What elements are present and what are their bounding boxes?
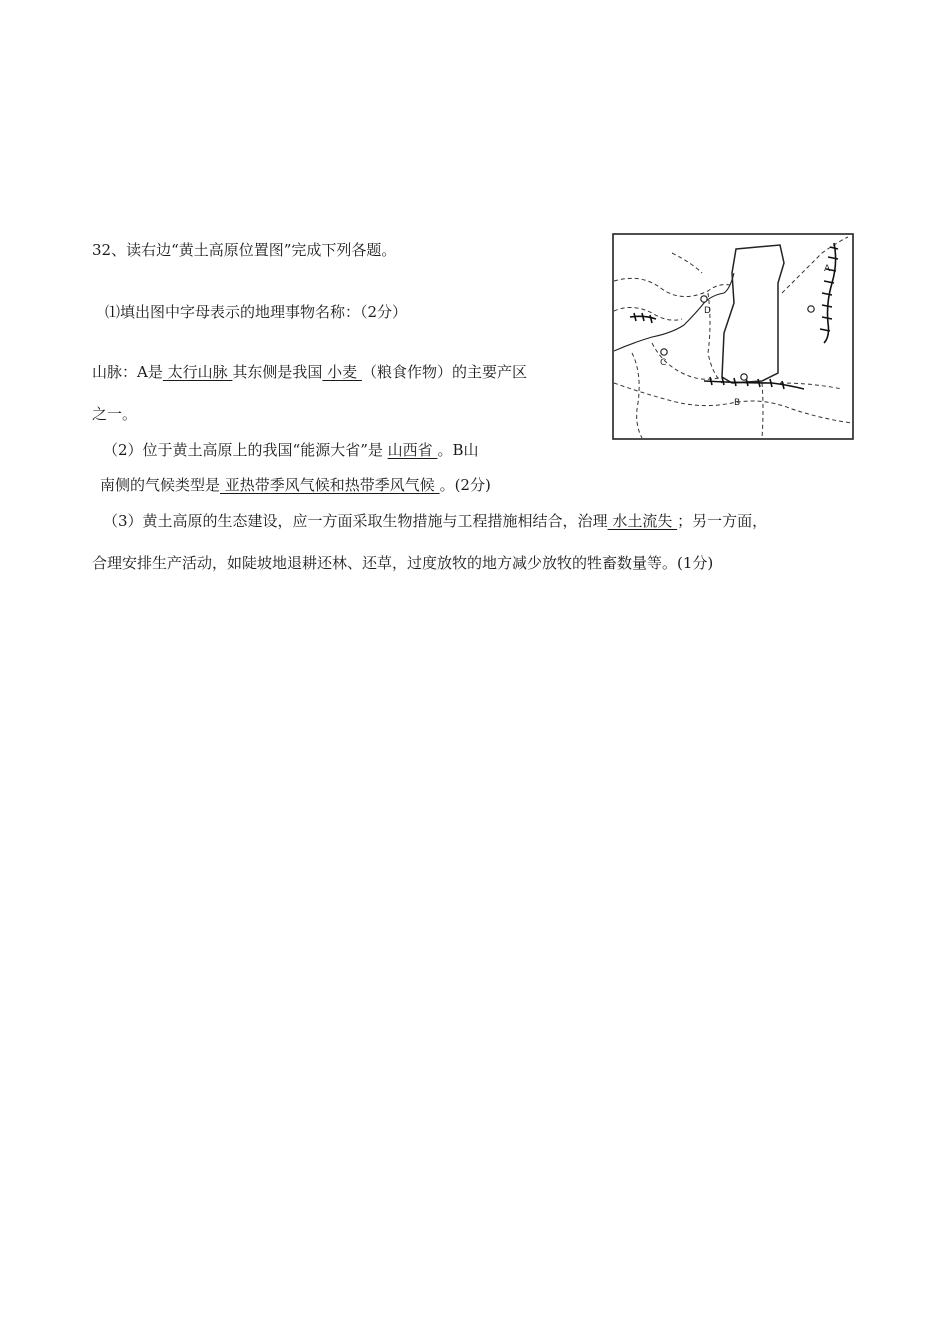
loess-plateau-map bbox=[612, 233, 854, 443]
part3-post: ；另一方面， bbox=[677, 512, 768, 530]
part1-line-a-post: （粮食作物）的主要产区 bbox=[361, 363, 527, 381]
part1-line-a bbox=[92, 362, 527, 382]
map-label-b: B bbox=[734, 398, 741, 408]
part3-pre: （3）黄土高原的生态建设，应一方面采取生物措施与工程措施相结合，治理 bbox=[103, 512, 608, 530]
city-c-marker bbox=[661, 349, 667, 355]
answer-energy-province: 山西省 bbox=[387, 441, 438, 459]
answer-crop: 小麦 bbox=[322, 363, 362, 381]
answer-mountain-a: 太行山脉 bbox=[162, 363, 233, 381]
part3-line-1 bbox=[103, 511, 767, 531]
part1-line-a-mid: 其东侧是我国 bbox=[232, 363, 323, 381]
answer-soil-erosion: 水土流失 bbox=[607, 512, 678, 530]
part2-line2-post: 。(2分) bbox=[439, 476, 491, 494]
map-label-a: A bbox=[824, 264, 831, 274]
part3-line-2: 合理安排生产活动，如陡坡地退耕还林、还草，过度放牧的地方减少放牧的牲畜数量等。(1分) bbox=[92, 554, 714, 572]
part2-line-1 bbox=[103, 440, 478, 460]
map-label-c: C bbox=[660, 358, 667, 368]
city-d-marker bbox=[701, 296, 707, 302]
part1-line-a-pre: 山脉：A是 bbox=[92, 363, 163, 381]
part2-post: 。B山 bbox=[437, 441, 479, 459]
question-title: 32、读右边“黄土高原位置图”完成下列各题。 bbox=[92, 241, 397, 259]
city-marker bbox=[741, 374, 747, 380]
part1-line-b: 之一。 bbox=[92, 405, 138, 423]
answer-climate: 亚热带季风气候和热带季风气候 bbox=[220, 476, 440, 494]
city-east-marker bbox=[808, 306, 814, 312]
part2-pre: （2）位于黄土高原上的我国“能源大省”是 bbox=[103, 441, 388, 459]
part2-line-2 bbox=[100, 475, 491, 495]
part1-intro: ⑴填出图中字母表示的地理事物名称：（2分） bbox=[105, 303, 408, 321]
part2-line2-pre: 南侧的气候类型是 bbox=[100, 476, 221, 494]
map-label-d: D bbox=[704, 306, 711, 316]
